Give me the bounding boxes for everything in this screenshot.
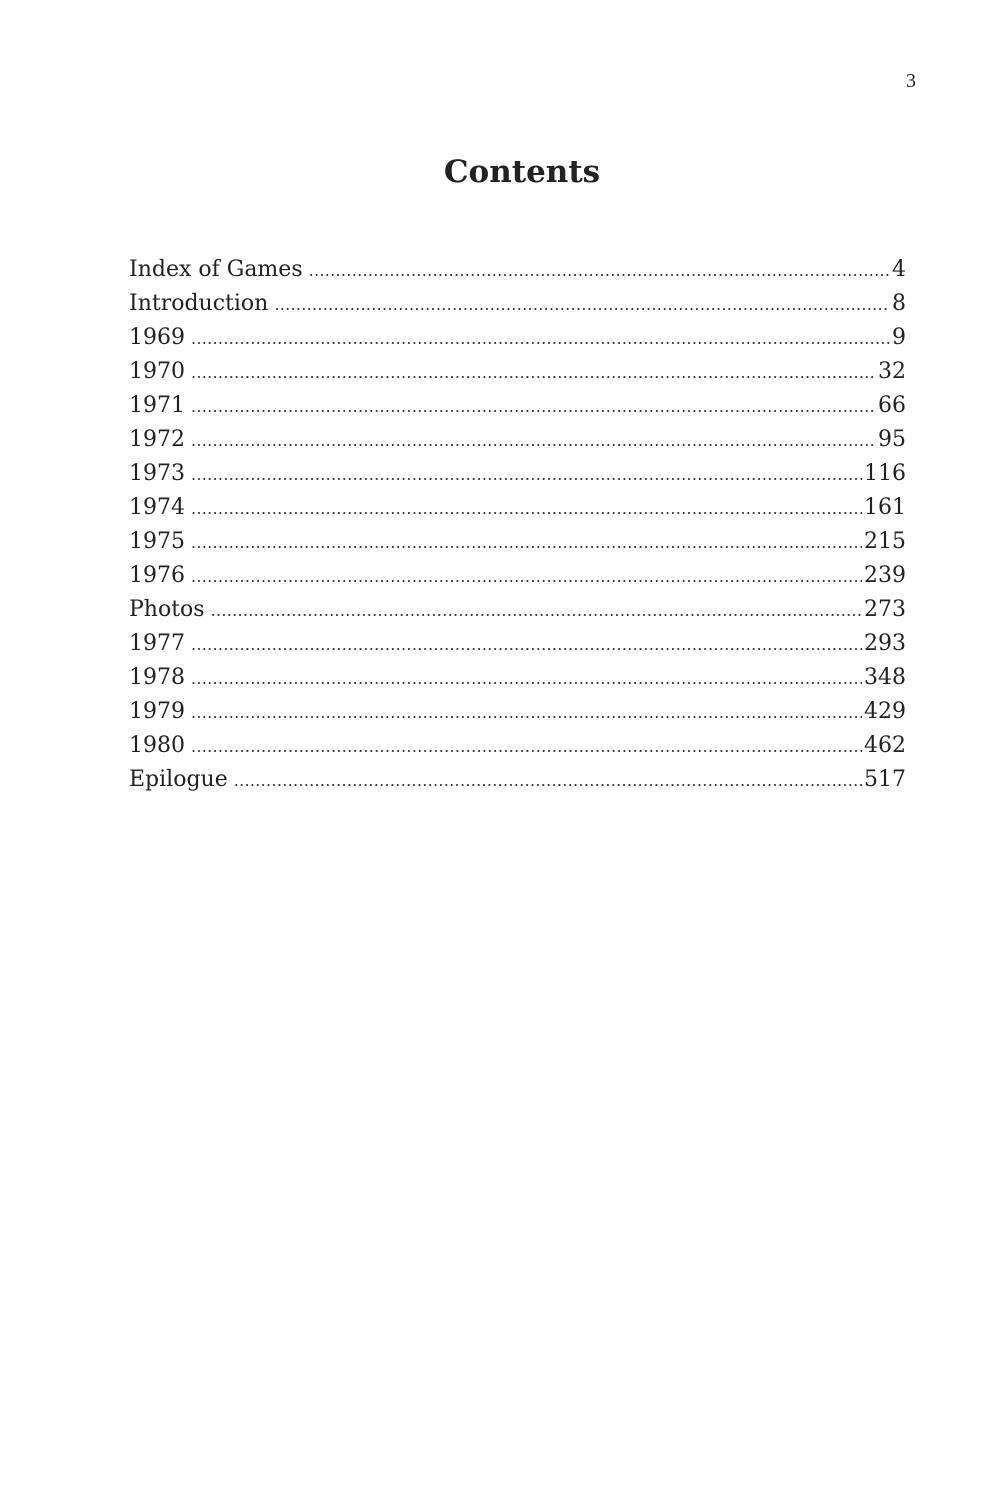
toc-entry bbox=[129, 457, 906, 491]
toc-entry-page: 517 bbox=[864, 767, 906, 792]
toc-entry bbox=[129, 695, 906, 729]
toc-entry bbox=[129, 355, 906, 389]
toc-entry-label: 1973 bbox=[129, 461, 185, 486]
dot-leader bbox=[191, 560, 862, 594]
toc-entry-page: 462 bbox=[864, 733, 906, 758]
toc-entry bbox=[129, 253, 906, 287]
dot-leader bbox=[191, 458, 862, 492]
toc-entry bbox=[129, 321, 906, 355]
dot-leader bbox=[234, 764, 862, 798]
page-title: Contents bbox=[443, 154, 601, 190]
dot-leader bbox=[191, 730, 862, 764]
toc-entry-label: Index of Games bbox=[129, 257, 303, 282]
dot-leader bbox=[191, 628, 862, 662]
toc-entry bbox=[129, 287, 906, 321]
dot-leader bbox=[274, 288, 890, 322]
toc-entry-label: 1972 bbox=[129, 427, 185, 452]
toc-entry bbox=[129, 525, 906, 559]
toc-entry-label: 1980 bbox=[129, 733, 185, 758]
toc-entry bbox=[129, 389, 906, 423]
page-number: 3 bbox=[906, 70, 916, 92]
toc-entry-label: Photos bbox=[129, 597, 205, 622]
dot-leader bbox=[191, 696, 862, 730]
table-of-contents bbox=[129, 253, 906, 797]
toc-entry-page: 4 bbox=[892, 257, 906, 282]
toc-entry-page: 32 bbox=[878, 359, 906, 384]
toc-entry-label: 1974 bbox=[129, 495, 185, 520]
toc-entry bbox=[129, 593, 906, 627]
toc-entry-page: 273 bbox=[864, 597, 906, 622]
toc-entry-page: 348 bbox=[864, 665, 906, 690]
toc-entry-label: 1971 bbox=[129, 393, 185, 418]
toc-entry-page: 66 bbox=[878, 393, 906, 418]
toc-entry-page: 293 bbox=[864, 631, 906, 656]
toc-entry-label: 1977 bbox=[129, 631, 185, 656]
toc-entry-label: Introduction bbox=[129, 291, 269, 316]
toc-entry-label: 1979 bbox=[129, 699, 185, 724]
toc-entry-label: 1975 bbox=[129, 529, 185, 554]
toc-entry-page: 161 bbox=[864, 495, 906, 520]
toc-entry-page: 429 bbox=[864, 699, 906, 724]
toc-entry bbox=[129, 423, 906, 457]
toc-entry bbox=[129, 491, 906, 525]
toc-entry-label: 1978 bbox=[129, 665, 185, 690]
toc-entry-label: 1969 bbox=[129, 325, 185, 350]
dot-leader bbox=[191, 492, 862, 526]
toc-entry bbox=[129, 627, 906, 661]
toc-entry-page: 95 bbox=[878, 427, 906, 452]
toc-entry-page: 116 bbox=[864, 461, 906, 486]
toc-entry-label: 1976 bbox=[129, 563, 185, 588]
toc-entry bbox=[129, 559, 906, 593]
dot-leader bbox=[191, 526, 862, 560]
dot-leader bbox=[191, 356, 876, 390]
dot-leader bbox=[191, 662, 862, 696]
toc-entry-page: 9 bbox=[892, 325, 906, 350]
toc-entry bbox=[129, 729, 906, 763]
toc-entry-page: 215 bbox=[864, 529, 906, 554]
toc-entry-page: 8 bbox=[892, 291, 906, 316]
dot-leader bbox=[191, 424, 876, 458]
dot-leader bbox=[309, 254, 890, 288]
dot-leader bbox=[191, 390, 876, 424]
dot-leader bbox=[191, 322, 890, 356]
toc-entry bbox=[129, 763, 906, 797]
toc-entry-page: 239 bbox=[864, 563, 906, 588]
toc-entry-label: Epilogue bbox=[129, 767, 228, 792]
toc-entry-label: 1970 bbox=[129, 359, 185, 384]
toc-entry bbox=[129, 661, 906, 695]
dot-leader bbox=[211, 594, 862, 628]
